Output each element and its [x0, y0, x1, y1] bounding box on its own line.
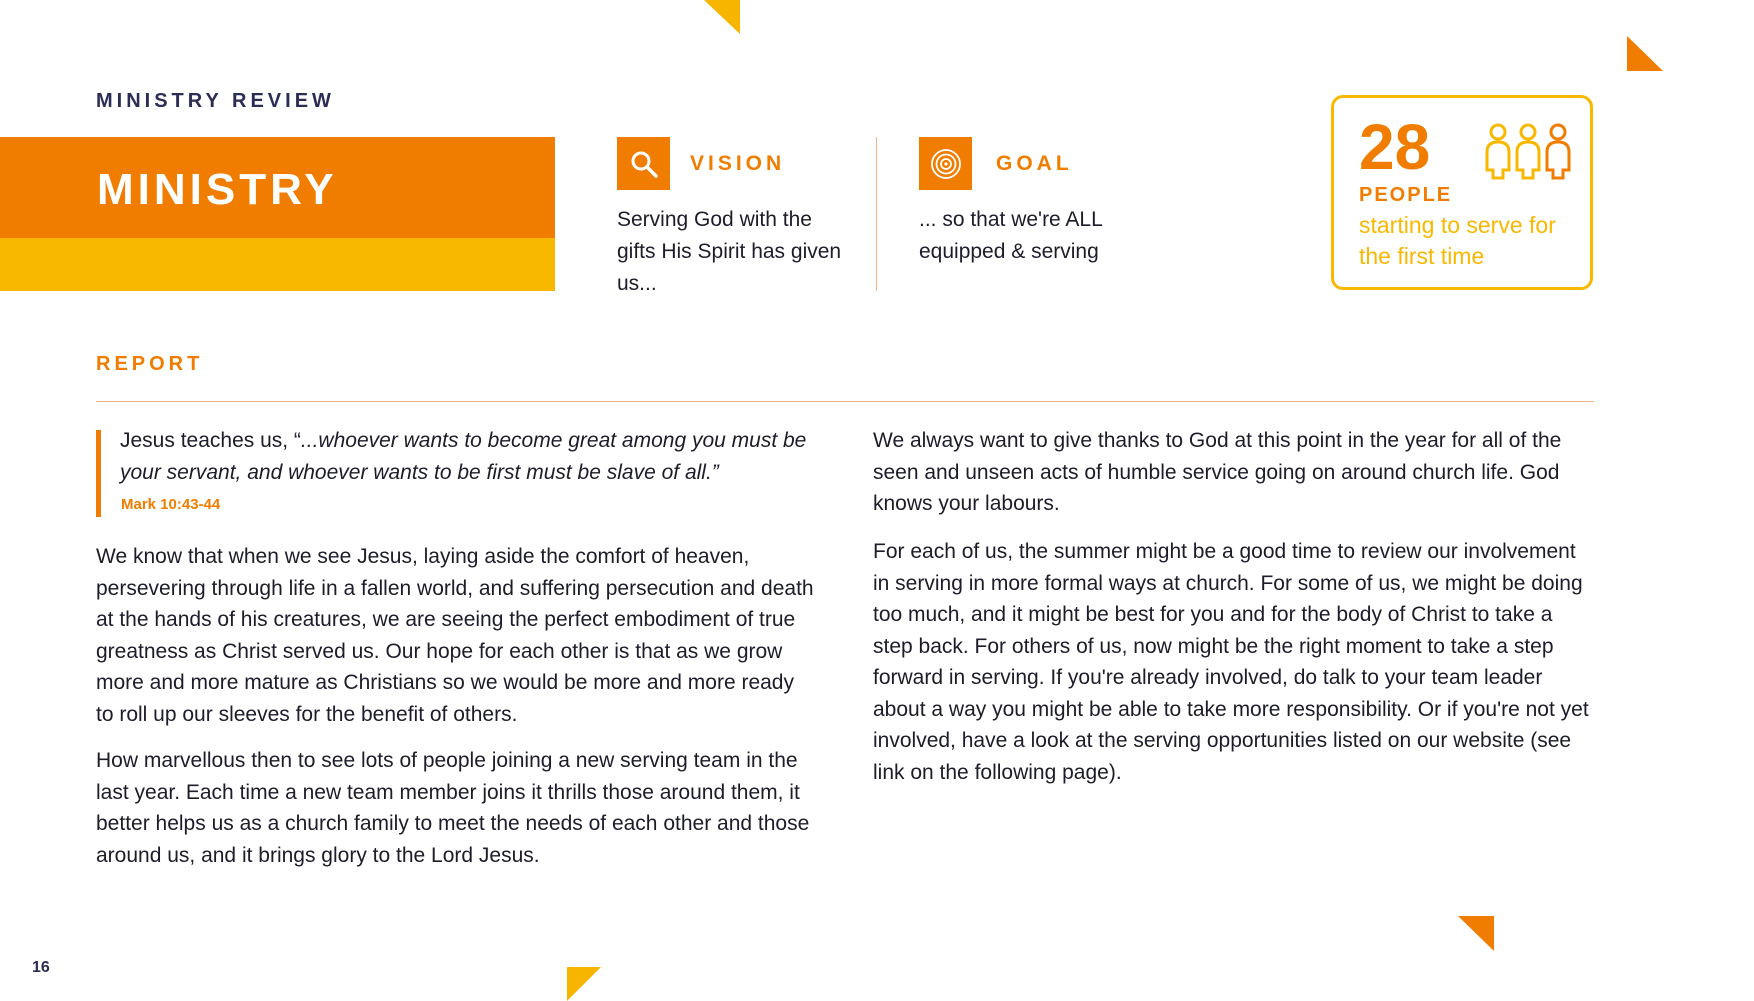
- decorative-triangle: [1458, 916, 1494, 951]
- stat-description: starting to serve for the first time: [1359, 212, 1556, 269]
- quote-intro: Jesus teaches us, “: [120, 429, 301, 452]
- title-banner-yellow: [0, 238, 555, 291]
- page-title: MINISTRY: [97, 165, 338, 214]
- title-banner: [0, 137, 555, 291]
- stat-card: [1331, 95, 1593, 290]
- goal-text: ... so that we're ALL equipped & serving: [919, 208, 1103, 263]
- quote-text: ...whoever wants to become great among you must be your servant, and whoever wants to be first must be slave of all.”: [120, 429, 807, 484]
- target-icon: [919, 137, 972, 190]
- divider: [876, 137, 877, 291]
- quote-reference: Mark 10:43-44: [121, 496, 221, 513]
- decorative-triangle: [567, 967, 601, 1001]
- report-paragraph: We know that when we see Jesus, laying aside the comfort of heaven, persevering through life in a fallen world, and suffering persecution and death at the hands of his creatures, we are seeing the perfect embodiment of true greatness as Christ served us. Our hope for each other is that as we grow more and more mature as Christians so we would be more and more ready to roll up our sleeves for the benefit of others.: [96, 545, 814, 726]
- report-paragraph: For each of us, the summer might be a good time to review our involvement in serving in more formal ways at church. For some of us, we might be doing too much, and it might be best for you and for the body of Christ to take a step back. For others of us, now might be the right moment to take a step forward in serving. If you're already involved, do talk to your team leader about a way you might be able to take more responsibility. Or if you're not yet involved, have a look at the serving opportunities listed on our website (see link on the following page).: [873, 540, 1589, 784]
- section-kicker: MINISTRY REVIEW: [96, 90, 335, 112]
- report-paragraph: We always want to give thanks to God at this point in the year for all of the seen and unseen acts of humble service going on around church life. God knows your labours.: [873, 429, 1562, 515]
- horizontal-rule: [96, 401, 1594, 402]
- stat-number: 28: [1359, 111, 1431, 183]
- report-paragraph: How marvellous then to see lots of people joining a new serving team in the last year. Each time a new team member joins it thrills those around them, it better helps us as a church family to meet the needs of each other and those around us, and it brings glory to the Lord Jesus.: [96, 749, 810, 867]
- report-heading: REPORT: [96, 353, 204, 375]
- vision-heading: VISION: [690, 152, 786, 175]
- decorative-triangle: [1627, 36, 1663, 71]
- decorative-triangle: [704, 0, 740, 34]
- page-number: 16: [32, 959, 50, 976]
- bible-quote: [120, 425, 820, 489]
- people-icon: [1482, 122, 1574, 185]
- quote-bar: [96, 430, 101, 517]
- stat-label: PEOPLE: [1359, 184, 1453, 206]
- goal-heading: GOAL: [996, 152, 1073, 175]
- vision-text: Serving God with the gifts His Spirit has given us...: [617, 208, 842, 295]
- search-icon: [617, 137, 670, 190]
